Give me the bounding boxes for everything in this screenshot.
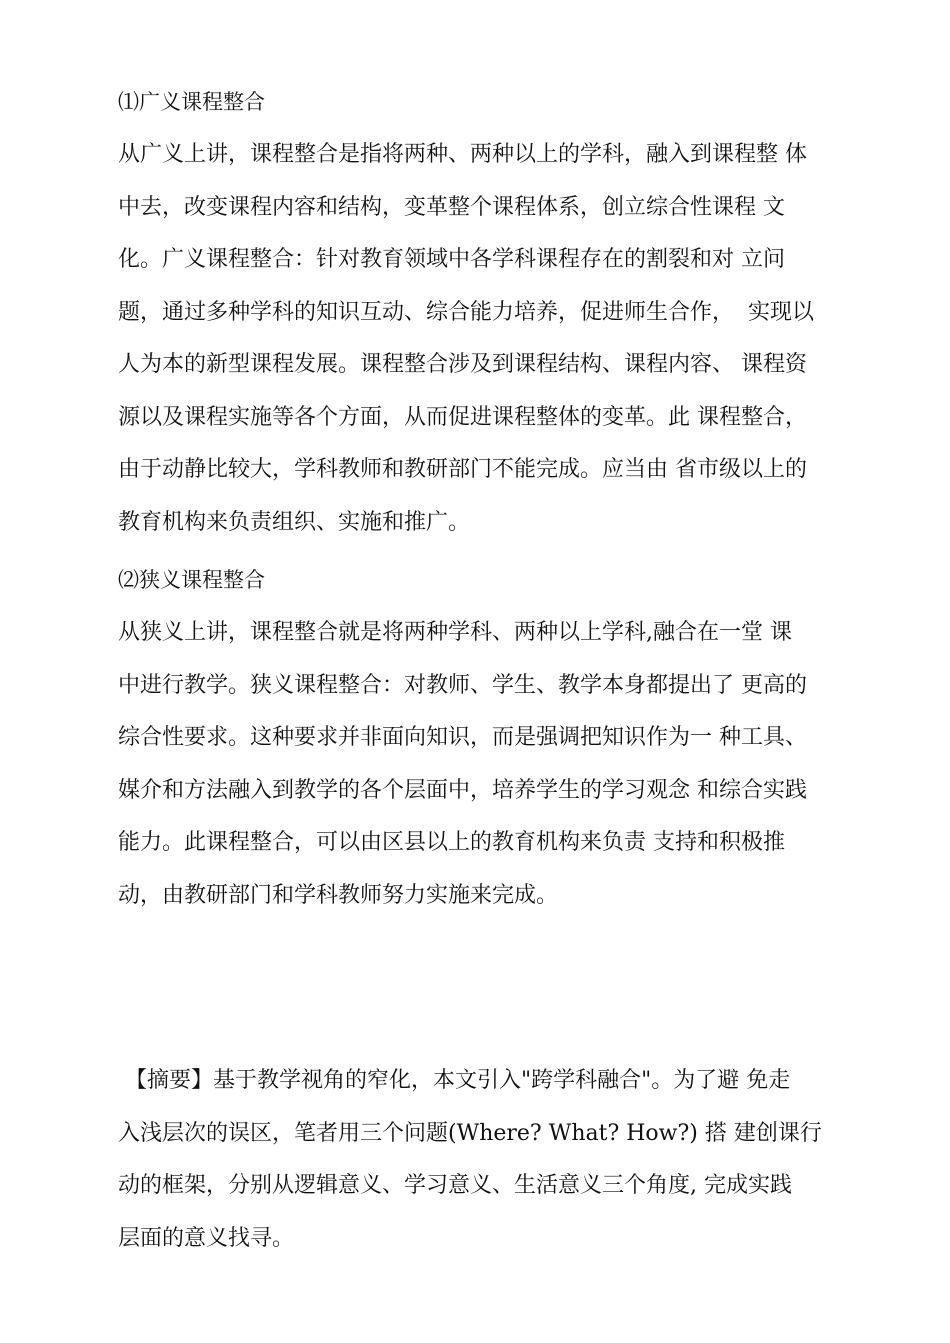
text-line: 层面的意义找寻。 bbox=[118, 1225, 295, 1251]
text-line: 由于动静比较大，学科教师和教研部门不能完成。应当由 省市级以上的 bbox=[118, 457, 807, 482]
text-line: 中进行教学。狭义课程整合：对教师、学生、教学本身都提出了 更高的 bbox=[118, 672, 807, 698]
text-line: 人为本的新型课程发展。课程整合涉及到课程结构、课程内容、 课程资 bbox=[118, 352, 807, 377]
paragraph-narrow-integration bbox=[118, 616, 838, 931]
abstract-paragraph bbox=[118, 1064, 838, 1274]
paragraph-broad-integration bbox=[118, 138, 838, 558]
text-line: 从狭义上讲，课程整合就是将两种学科、两种以上学科,融合在一堂 课 bbox=[118, 620, 792, 645]
text-line: 源以及课程实施等各个方面，从而促进课程整体的变革。此 课程整合， bbox=[118, 404, 807, 430]
text-line: 教育机构来负责组织、实施和推广。 bbox=[118, 509, 471, 535]
text-line: 能力。此课程整合，可以由区县以上的教育机构来负责 支持和积极推 bbox=[118, 830, 785, 855]
section-heading-broad-integration: ⑴广义课程整合 bbox=[118, 90, 265, 114]
text-line: 中去，改变课程内容和结构，变革整个课程体系，创立综合性课程 文 bbox=[118, 194, 785, 220]
text-line: 从广义上讲，课程整合是指将两种、两种以上的学科，融入到课程整 体 bbox=[118, 142, 807, 167]
text-line: 动，由教研部门和学科教师努力实施来完成。 bbox=[118, 882, 559, 908]
text-line: 综合性要求。这种要求并非面向知识，而是强调把知识作为一 种工具、 bbox=[118, 725, 807, 750]
text-line: 动的框架，分别从逻辑意义、学习意义、生活意义三个角度, 完成实践 bbox=[118, 1173, 792, 1198]
text-line: 媒介和方法融入到教学的各个层面中，培养学生的学习观念 和综合实践 bbox=[118, 777, 807, 803]
section-heading-narrow-integration: ⑵狭义课程整合 bbox=[118, 568, 265, 592]
text-line: 化。广义课程整合：针对教育领域中各学科课程存在的割裂和对 立问 bbox=[118, 247, 785, 272]
text-line: 入浅层次的误区，笔者用三个问题(Where? What? How?) 搭 建创课行 bbox=[118, 1120, 822, 1146]
text-line: 【摘要】基于教学视角的窄化，本文引入"跨学科融合"。为了避 免走 bbox=[118, 1068, 791, 1093]
text-line: 题，通过多种学科的知识互动、综合能力培养，促进师生合作， 实现以 bbox=[118, 299, 814, 325]
